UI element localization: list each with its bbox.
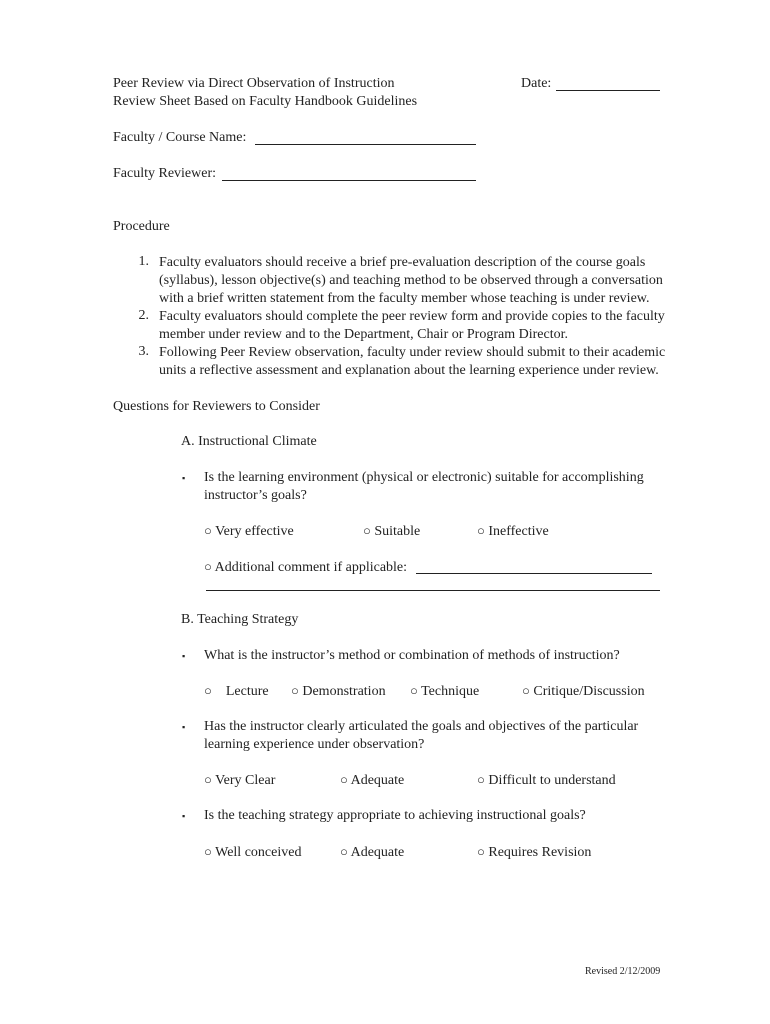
radio-circle-icon: ○ [363, 523, 371, 538]
procedure-item-3-line-2: units a reflective assessment and explanation about the learning experience under review. [159, 363, 659, 378]
option-suitable[interactable] [363, 522, 420, 541]
procedure-number-3: 3. [138, 344, 149, 359]
radio-circle-icon: ○ [204, 772, 212, 787]
faculty-course-field[interactable] [255, 144, 476, 145]
option-ineffective[interactable] [477, 522, 549, 541]
option-lecture[interactable] [204, 682, 269, 701]
faculty-reviewer-label: Faculty Reviewer: [113, 166, 217, 181]
revised-date: Revised 2/12/2009 [585, 966, 661, 977]
radio-circle-icon: ○ [204, 523, 212, 538]
option-label: Difficult to understand [488, 773, 616, 788]
procedure-item-2-line-2: member under review and to the Department, Chair or Program Director. [159, 327, 568, 342]
comment-field-line-2[interactable] [206, 590, 660, 591]
option-technique[interactable] [410, 682, 479, 701]
radio-circle-icon: ○ [204, 683, 212, 698]
questions-heading: Questions for Reviewers to Consider [113, 399, 320, 414]
procedure-item-1-line-2: (syllabus), lesson objective(s) and teaching method to be observed through a conversation [159, 273, 663, 288]
option-label: Well conceived [215, 845, 302, 860]
option-very-effective[interactable] [204, 522, 294, 541]
section-b-label: B. Teaching Strategy [181, 612, 299, 627]
radio-circle-icon: ○ [204, 844, 212, 859]
form-subtitle: Review Sheet Based on Faculty Handbook Guidelines [113, 94, 418, 109]
option-label: Requires Revision [488, 845, 592, 860]
procedure-item-3-line-1: Following Peer Review observation, faculty under review should submit to their academic [159, 345, 666, 360]
option-demonstration[interactable] [291, 682, 386, 701]
option-label: Very Clear [215, 773, 276, 788]
option-very-clear[interactable] [204, 771, 275, 790]
additional-comment [204, 558, 407, 577]
procedure-number-2: 2. [138, 308, 149, 323]
comment-label: Additional comment if applicable: [214, 560, 408, 575]
question-b2-line-2: learning experience under observation? [204, 737, 425, 752]
option-critique-discussion[interactable] [522, 682, 645, 701]
option-adequate[interactable] [340, 843, 404, 862]
question-a1-line-2: instructor’s goals? [204, 488, 307, 503]
option-label: Adequate [350, 845, 405, 860]
radio-circle-icon: ○ [340, 772, 348, 787]
option-requires-revision[interactable] [477, 843, 591, 862]
question-a1-line-1: Is the learning environment (physical or electronic) suitable for accomplishing [204, 470, 644, 485]
bullet-icon: ▪ [182, 722, 186, 732]
radio-circle-icon: ○ [340, 844, 348, 859]
option-well-conceived[interactable] [204, 843, 301, 862]
bullet-icon: ▪ [182, 651, 186, 661]
comment-field-line-1[interactable] [416, 573, 652, 574]
option-label: Lecture [225, 684, 269, 699]
option-label: Demonstration [302, 684, 386, 699]
option-label: Critique/Discussion [533, 684, 645, 699]
procedure-item-1-line-3: with a brief written statement from the faculty member whose teaching is under review. [159, 291, 650, 306]
procedure-item-1-line-1: Faculty evaluators should receive a brief pre-evaluation description of the course goals [159, 255, 646, 270]
radio-circle-icon: ○ [477, 523, 485, 538]
option-difficult[interactable] [477, 771, 616, 790]
option-label: Very effective [215, 524, 294, 539]
date-label: Date: [521, 76, 552, 91]
option-label: Ineffective [488, 524, 549, 539]
question-b1: What is the instructor’s method or combination of methods of instruction? [204, 648, 620, 663]
section-a-label: A. Instructional Climate [181, 434, 317, 449]
date-field[interactable] [556, 90, 660, 91]
radio-circle-icon: ○ [477, 844, 485, 859]
radio-circle-icon: ○ [410, 683, 418, 698]
faculty-course-label: Faculty / Course Name: [113, 130, 247, 145]
option-label: Adequate [350, 773, 405, 788]
procedure-number-1: 1. [138, 254, 149, 269]
faculty-reviewer-field[interactable] [222, 180, 476, 181]
bullet-icon: ▪ [182, 811, 186, 821]
question-b3: Is the teaching strategy appropriate to achieving instructional goals? [204, 808, 586, 823]
radio-circle-icon: ○ [522, 683, 530, 698]
option-label: Technique [421, 684, 480, 699]
radio-circle-icon[interactable]: ○ [204, 559, 212, 574]
question-b2-line-1: Has the instructor clearly articulated the goals and objectives of the particular [204, 719, 639, 734]
radio-circle-icon: ○ [291, 683, 299, 698]
bullet-icon: ▪ [182, 473, 186, 483]
form-title: Peer Review via Direct Observation of Instruction [113, 76, 395, 91]
option-adequate[interactable] [340, 771, 404, 790]
radio-circle-icon: ○ [477, 772, 485, 787]
option-label: Suitable [374, 524, 421, 539]
procedure-heading: Procedure [113, 219, 170, 234]
procedure-item-2-line-1: Faculty evaluators should complete the peer review form and provide copies to the faculty [159, 309, 665, 324]
